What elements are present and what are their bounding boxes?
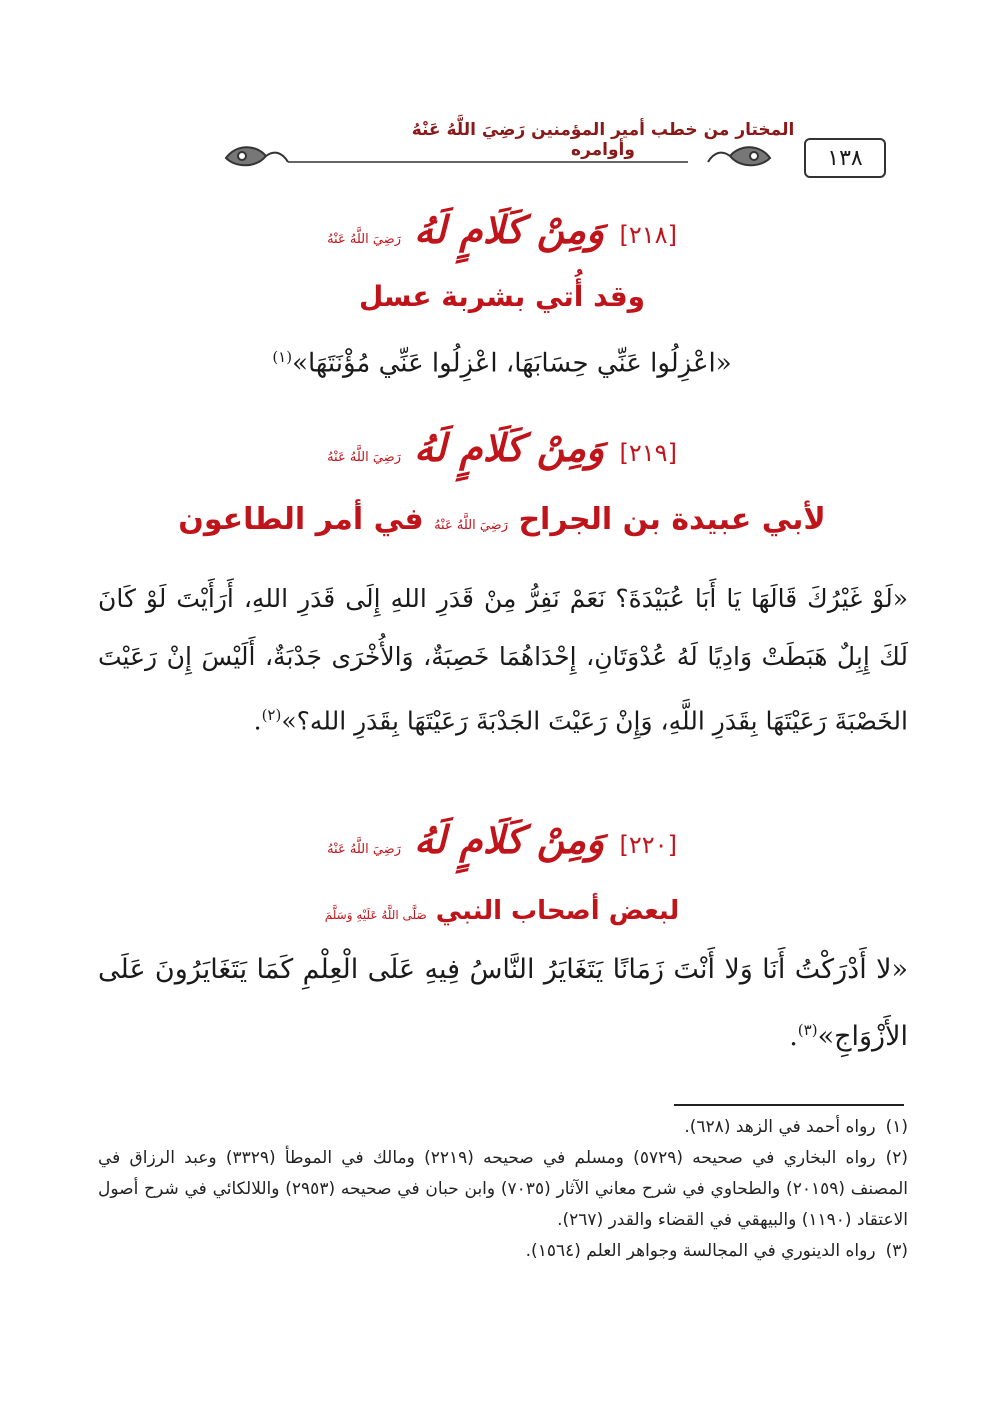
subtitle-text: لبعض أصحاب النبي <box>435 896 680 926</box>
footnote-number: (٣) <box>885 1241 908 1261</box>
subtitle-part-b: في أمر الطاعون <box>178 502 424 537</box>
footnote-1 <box>98 1112 908 1143</box>
footnote-text: رواه أحمد في الزهد (٦٢٨). <box>684 1117 876 1137</box>
section-heading-218 <box>80 208 924 252</box>
section-heading-219 <box>80 426 924 470</box>
footnote-2 <box>98 1143 908 1236</box>
subtitle-part-a: لأبي عبيدة بن الجراح <box>518 502 826 537</box>
section-number: [٢٢٠] <box>619 831 677 859</box>
footnote-text: رواه البخاري في صحيحه (٥٧٢٩) ومسلم في صحيحه (٢٢١٩) ومالك في الموطأ (٣٣٢٩) وعبد الرزاق في المصنف (٢٠١٥٩) والطحاوي في شرح معاني الآثار (٧٠٣٥) وابن حبان في صحيحه (٢٩٥٣) واللالكائي في شرح أصول الاعتقاد (١١٩٠) والبيهقي في القضاء والقدر (٢٦٧). <box>98 1148 908 1230</box>
section-phrase: وَمِنْ كَلَامٍ لَهُ <box>414 208 605 252</box>
footnote-divider <box>674 1104 904 1106</box>
footnote-ref: (٢) <box>261 706 282 724</box>
section-subtitle: وقد أُتي بشربة عسل <box>358 280 646 313</box>
footnote-ref: (٣) <box>797 1021 818 1039</box>
footnote-3 <box>98 1236 908 1267</box>
footnote-ref: (١) <box>272 348 293 366</box>
section-text: «لا أَدْرَكْتُ أَنَا وَلا أَنْتَ زَمَانًا يَتَغَايَرُ النَّاسُ فِيهِ عَلَى الْعِلْمِ كَمَا يَتَغَايَرُونَ عَلَى الأَزْوَاجِ»$^{(٣)}$. <box>98 954 908 1052</box>
subtitle-honorific: صَلَّى اللَّهُ عَلَيْهِ وَسَلَّمَ <box>324 908 427 922</box>
footnote-text: رواه الدينوري في المجالسة وجواهر العلم (١٥٦٤). <box>525 1241 876 1261</box>
quote-text: «اعْزِلُوا عَنِّي حِسَابَهَا، اعْزِلُوا عَنِّي مُؤْنَتَهَا» <box>292 348 732 379</box>
footnote-number: (١) <box>885 1117 908 1137</box>
header-ornament <box>218 134 778 174</box>
section-subtitle <box>80 896 924 926</box>
honorific: رَضِيَ اللَّهُ عَنْهُ <box>327 842 401 857</box>
footnote-number: (٢) <box>885 1148 909 1168</box>
section-number: [٢١٩] <box>619 439 677 467</box>
footnotes <box>98 1112 908 1267</box>
page-number: ١٣٨ <box>804 138 886 178</box>
section-phrase: وَمِنْ كَلَامٍ لَهُ <box>414 426 605 470</box>
running-title: المختار من خطب أمير المؤمنين رَضِيَ اللَّهُ عَنْهُ وأوامره <box>411 120 795 160</box>
honorific: رَضِيَ اللَّهُ عَنْهُ <box>327 232 401 247</box>
body-text: «لا أَدْرَكْتُ أَنَا وَلا أَنْتَ زَمَانًا يَتَغَايَرُ النَّاسُ فِيهِ عَلَى الْعِلْمِ كَمَا يَتَغَايَرُونَ عَلَى الأَزْوَاجِ» <box>98 954 908 1052</box>
section-text: «لَوْ غَيْرُكَ قَالَهَا يَا أَبَا عُبَيْدَةَ؟ نَعَمْ نَفِرُّ مِنْ قَدَرِ اللهِ إِلَى قَدَرِ اللهِ، أَرَأَيْتَ لَوْ كَانَ لَكَ إِبِلٌ هَبَطَتْ وَادِيًا لَهُ عُدْوَتَانِ، إِحْدَاهُمَا خَصِبَةٌ، وَالأُخْرَى جَدْبَةٌ، أَلَيْسَ إِنْ رَعَيْتَ الخَصْبَةَ رَعَيْتَهَا بِقَدَرِ اللَّهِ، وَإِنْ رَعَيْتَ الجَدْبَةَ رَعَيْتَهَا بِقَدَرِ الله؟»$^{(٢)}$. <box>98 584 908 736</box>
section-quote <box>80 348 924 379</box>
section-number: [٢١٨] <box>619 221 677 249</box>
page-header <box>148 118 886 180</box>
honorific: رَضِيَ اللَّهُ عَنْهُ <box>327 450 401 465</box>
section-heading-220 <box>80 818 924 862</box>
body-text: «لَوْ غَيْرُكَ قَالَهَا يَا أَبَا عُبَيْدَةَ؟ نَعَمْ نَفِرُّ مِنْ قَدَرِ اللهِ إِلَى قَدَرِ اللهِ، أَرَأَيْتَ لَوْ كَانَ لَكَ إِبِلٌ هَبَطَتْ وَادِيًا لَهُ عُدْوَتَانِ، إِحْدَاهُمَا خَصِبَةٌ، وَالأُخْرَى جَدْبَةٌ، أَلَيْسَ إِنْ رَعَيْتَ الخَصْبَةَ رَعَيْتَهَا بِقَدَرِ اللَّهِ، وَإِنْ رَعَيْتَ الجَدْبَةَ رَعَيْتَهَا بِقَدَرِ الله؟» <box>98 584 908 736</box>
section-phrase: وَمِنْ كَلَامٍ لَهُ <box>414 818 605 862</box>
subtitle-honorific: رَضِيَ اللَّهُ عَنْهُ <box>434 518 508 533</box>
section-subtitle <box>80 502 924 537</box>
